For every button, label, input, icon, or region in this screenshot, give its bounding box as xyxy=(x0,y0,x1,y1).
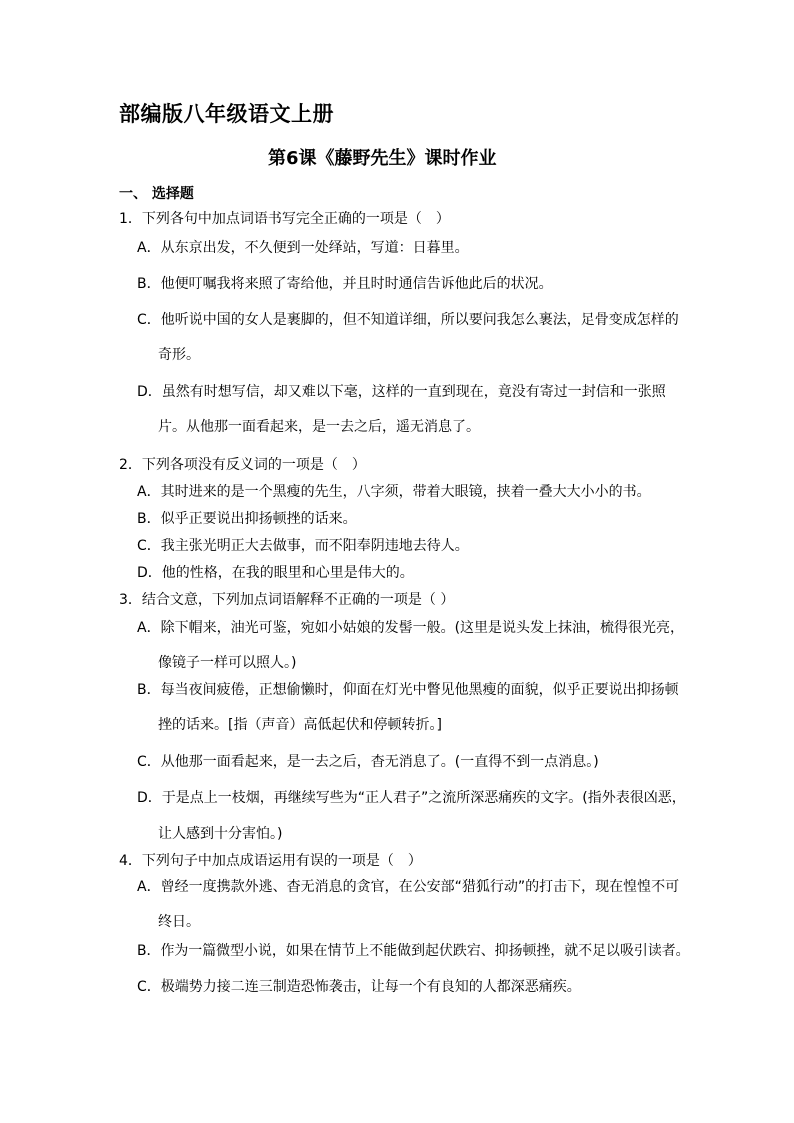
book-title: 部编版八年级语文上册 xyxy=(119,102,334,126)
question-2-stem: 2．下列各项没有反义词的一项是（ ） xyxy=(119,457,366,473)
question-4-option-a-cont: 终日。 xyxy=(158,914,200,930)
question-2-option-d: D．他的性格，在我的眼里和心里是伟大的。 xyxy=(137,565,414,581)
question-3-option-c: C．从他那一面看起来，是一去之后，杳无消息了。(一直得不到一点消息。) xyxy=(137,754,599,770)
question-4-stem: 4．下列句子中加点成语运用有误的一项是（ ） xyxy=(119,853,422,869)
question-3-option-d: D．于是点上一枝烟，再继续写些为“正人君子”之流所深恶痛疾的文字。(指外表很凶恶， xyxy=(137,790,686,806)
question-1-option-d-cont: 片。从他那一面看起来，是一去之后，遥无消息了。 xyxy=(158,419,480,435)
question-1-option-c-cont: 奇形。 xyxy=(158,347,200,363)
question-3-stem: 3．结合文意，下列加点词语解释不正确的一项是（ ） xyxy=(119,592,455,608)
question-2-option-c: C．我主张光明正大去做事，而不阳奉阴违地去待人。 xyxy=(137,538,469,554)
question-1-option-c: C．他听说中国的女人是裹脚的，但不知道详细，所以要问我怎么裹法，足骨变成怎样的 xyxy=(137,312,679,328)
question-3-option-b: B．每当夜间疲倦，正想偷懒时，仰面在灯光中瞥见他黑瘦的面貌，似乎正要说出抑扬顿 xyxy=(137,682,679,698)
question-4-option-c: C．极端势力接二连三制造恐怖袭击，让每一个有良知的人都深恶痛疾。 xyxy=(137,979,581,995)
question-1-option-b: B．他便叮嘱我将来照了寄给他，并且时时通信告诉他此后的状况。 xyxy=(137,276,553,292)
question-3-option-d-cont: 让人感到十分害怕。) xyxy=(158,826,283,842)
section-heading: 一、 选择题 xyxy=(119,186,194,202)
question-4-option-a: A．曾经一度携款外逃、杳无消息的贪官，在公安部“猎狐行动”的打击下，现在惶惶不可 xyxy=(137,879,680,895)
lesson-title: 第6课《藤野先生》课时作业 xyxy=(268,148,497,169)
question-2-option-b: B．似乎正要说出抑扬顿挫的话来。 xyxy=(137,511,357,527)
question-1-stem: 1．下列各句中加点词语书写完全正确的一项是（ ） xyxy=(119,211,450,227)
question-2-option-a: A．其时进来的是一个黑瘦的先生，八字须，带着大眼镜，挟着一叠大大小小的书。 xyxy=(137,484,651,500)
question-3-option-a-cont: 像镜子一样可以照人。) xyxy=(158,655,297,671)
question-3-option-a: A．除下帽来，油光可鉴，宛如小姑娘的发髻一般。(这里是说头发上抹油，梳得很光亮， xyxy=(137,620,685,636)
question-1-option-a: A．从东京出发，不久便到一处绎站，写道：日暮里。 xyxy=(137,240,469,256)
question-3-option-b-cont: 挫的话来。[指（声音）高低起伏和停顿转折。] xyxy=(158,717,442,733)
question-4-option-b: B．作为一篇微型小说，如果在情节上不能做到起伏跌宕、抑扬顿挫，就不足以吸引读者。 xyxy=(137,943,690,959)
question-1-option-d: D．虽然有时想写信，却又难以下毫，这样的一直到现在，竟没有寄过一封信和一张照 xyxy=(137,384,666,400)
